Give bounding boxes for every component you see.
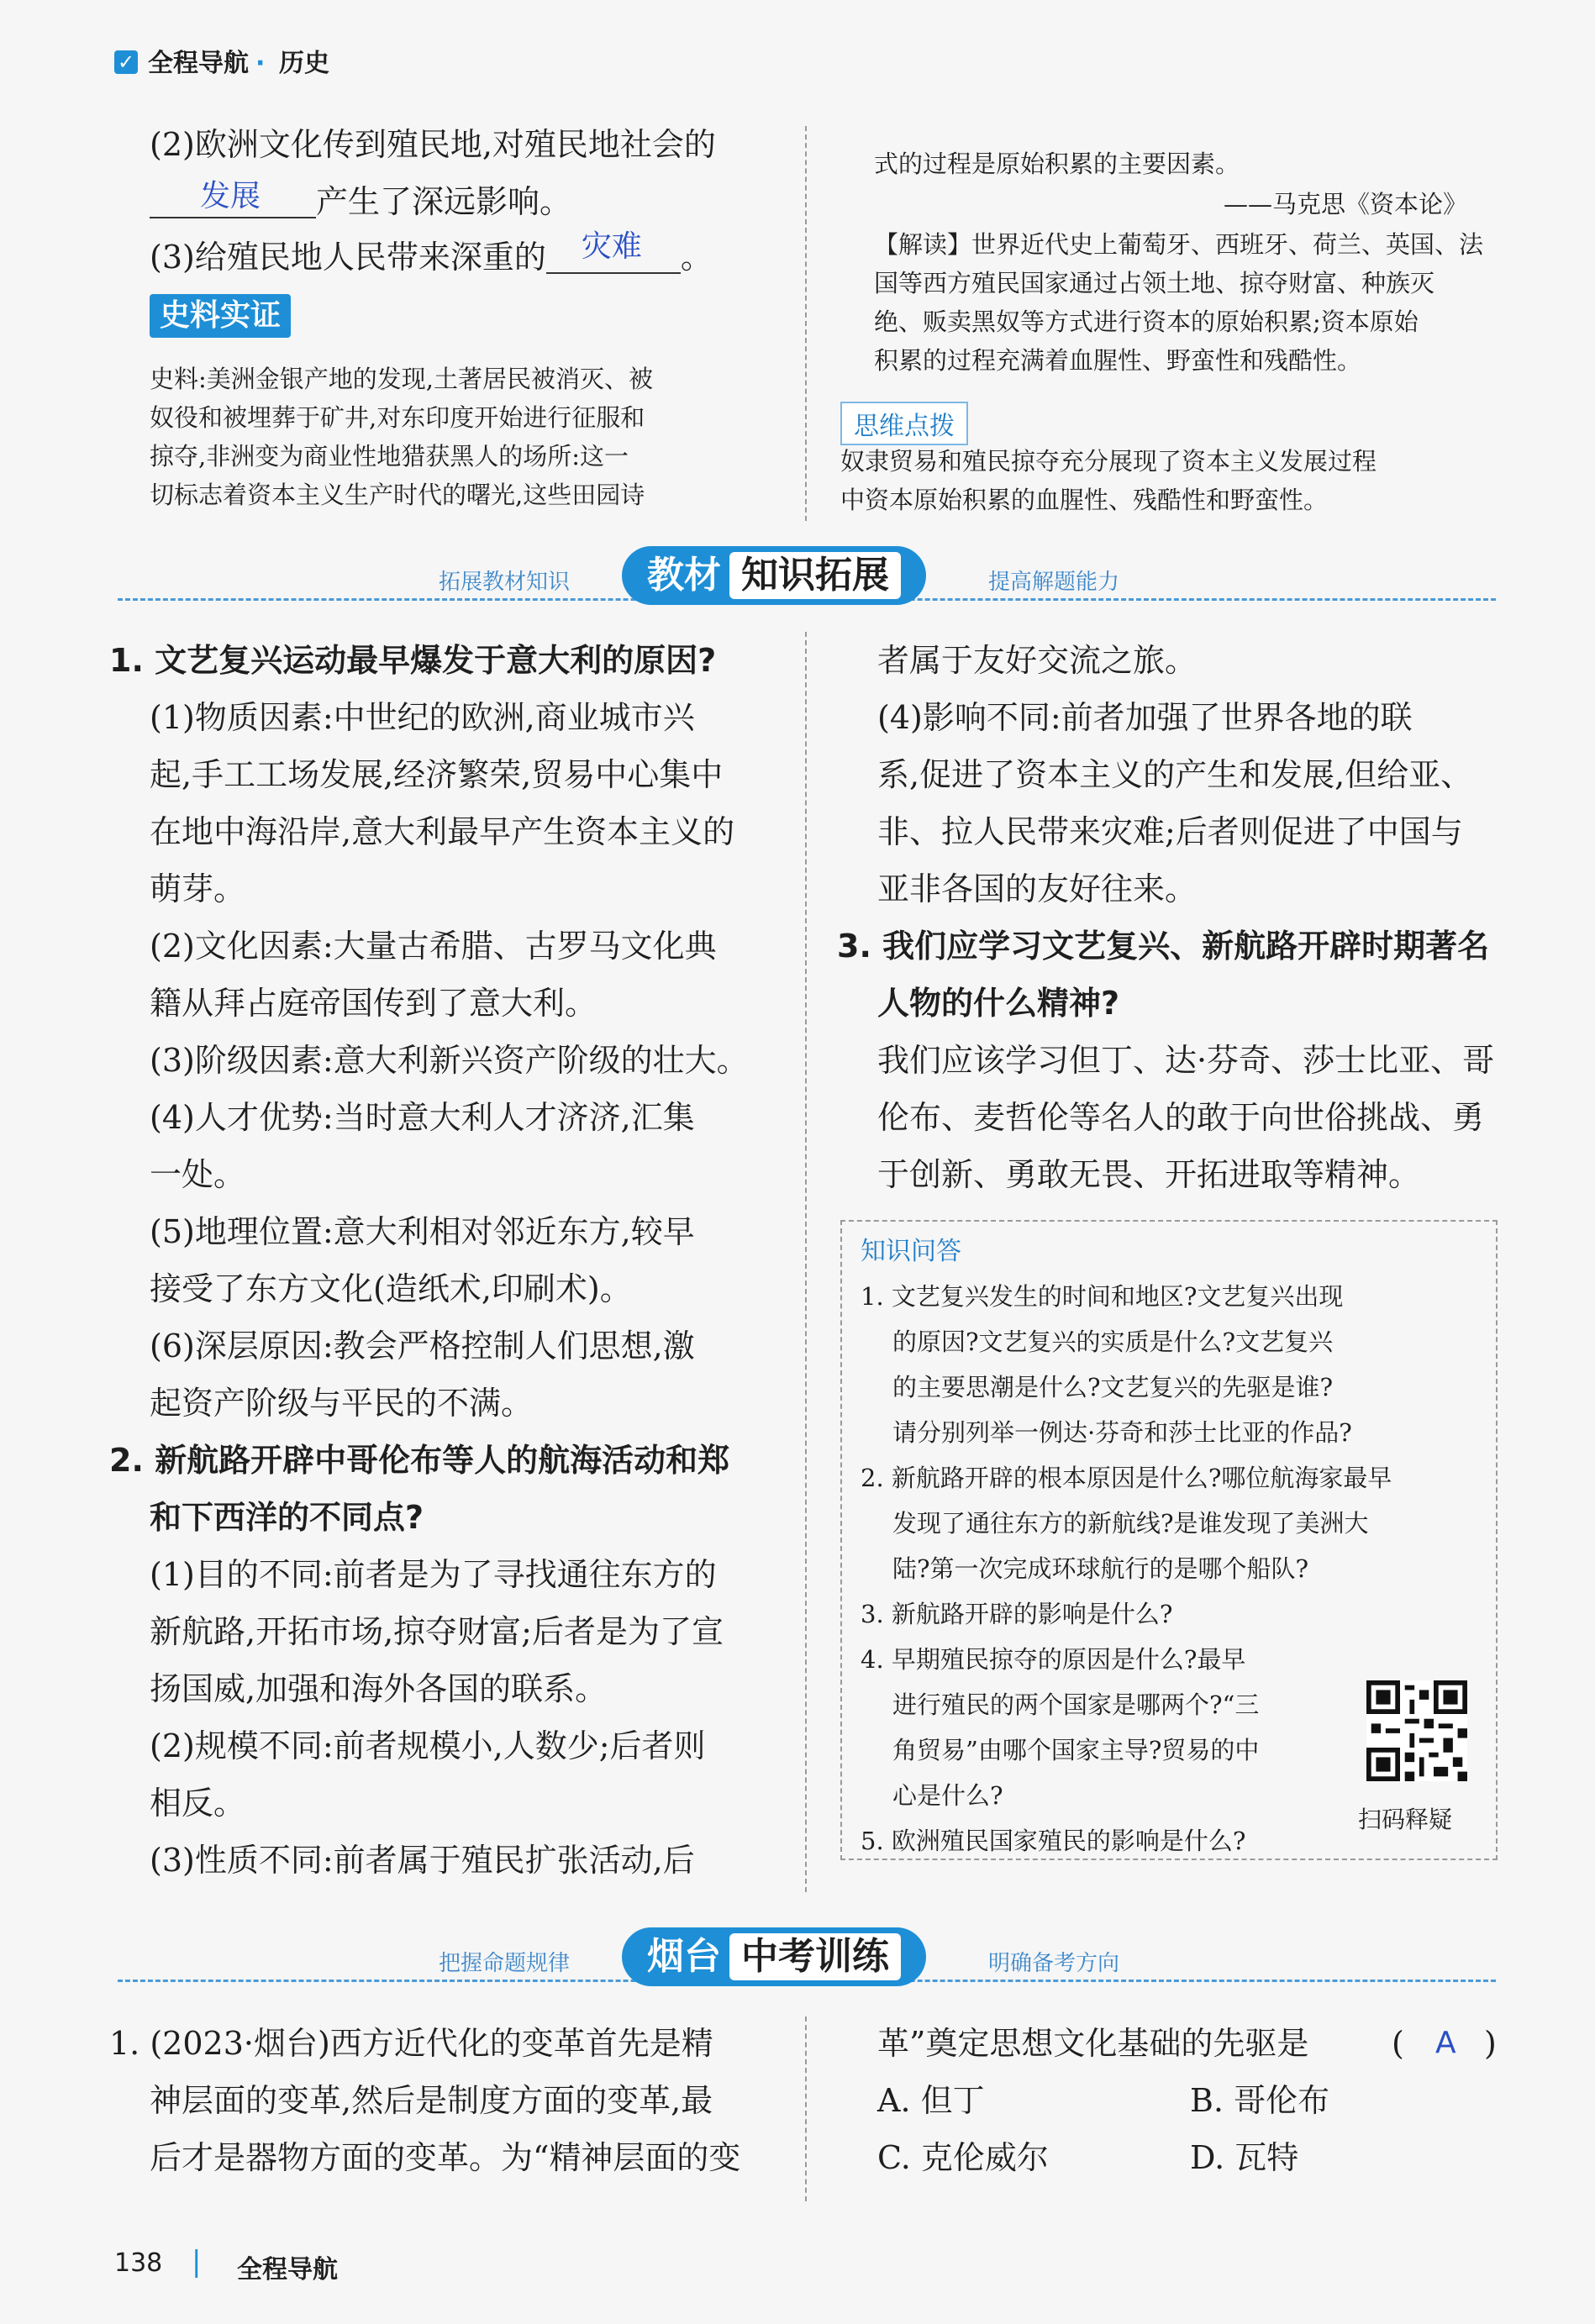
qa-line: 请分别列举一例达·芬奇和莎士比亚的作品? — [892, 1418, 1352, 1447]
thinking-text — [840, 442, 1513, 519]
q3-line — [150, 229, 713, 286]
column-divider-bottom — [805, 2016, 807, 2201]
column-divider-mid — [805, 632, 807, 1892]
quote-source: ——马克思《资本论》 — [1224, 190, 1468, 218]
mid-left-line: 和下西洋的不同点? — [150, 1499, 424, 1536]
mid-left-line: (4)人才优势:当时意大利人才济济,汇集 — [150, 1099, 695, 1136]
qa-line: 发现了通往东方的新航线?是谁发现了美洲大 — [892, 1509, 1369, 1538]
q2-line1: (2)欧洲文化传到殖民地,对殖民地社会的 — [150, 126, 716, 163]
source-line: 切标志着资本主义生产时代的曙光,这些田园诗 — [150, 481, 645, 509]
banner2-left-sub: 把握命题规律 — [439, 1951, 571, 1976]
footer-separator: | — [192, 2245, 202, 2279]
exam-question — [109, 2015, 782, 2186]
option-c: C. 克伦威尔 — [877, 2139, 1049, 2176]
thinking-tag — [840, 402, 968, 445]
qa-line: 心是什么? — [892, 1781, 1003, 1810]
mid-left-line: 相反。 — [150, 1785, 246, 1822]
q3-answer: 灾难 — [581, 229, 642, 264]
banner1-title-b: 知识拓展 — [729, 552, 901, 599]
mid-left-line: 起资产阶级与平民的不满。 — [150, 1385, 534, 1422]
interpret-line: 【解读】世界近代史上葡萄牙、西班牙、荷兰、英国、法 — [874, 230, 1484, 259]
mid-right-line: 者属于友好交流之旅。 — [877, 642, 1198, 679]
quote-line: 式的过程是原始积累的主要因素。 — [874, 150, 1240, 178]
thinking-line: 奴隶贸易和殖民掠夺充分展现了资本主义发展过程 — [840, 447, 1377, 476]
qa-line: 陆?第一次完成环球航行的是哪个船队? — [892, 1554, 1309, 1583]
page-header — [114, 45, 619, 82]
mid-right-line: 亚非各国的友好往来。 — [877, 870, 1198, 907]
mid-left-line: 接受了东方文化(造纸术,印刷术)。 — [150, 1270, 632, 1307]
mid-left-line: 2. 新航路开辟中哥伦布等人的航海活动和郑 — [109, 1442, 730, 1479]
qa-line: 2. 新航路开辟的根本原因是什么?哪位航海家最早 — [861, 1464, 1392, 1492]
exam-line: 后才是器物方面的变革。为“精神层面的变 — [150, 2139, 741, 2176]
mid-left-line: 扬国威,加强和海外各国的联系。 — [150, 1670, 608, 1707]
option-d: D. 瓦特 — [1190, 2139, 1299, 2176]
banner1-left-sub: 拓展教材知识 — [439, 570, 571, 595]
interpret-line: 国等西方殖民国家通过占领土地、掠夺财富、种族灭 — [874, 269, 1435, 297]
mid-left-line: (2)规模不同:前者规模小,人数少;后者则 — [150, 1727, 706, 1764]
interpret-line: 绝、贩卖黑奴等方式进行资本的原始积累;资本原始 — [874, 308, 1419, 336]
mid-right-line: 3. 我们应学习文艺复兴、新航路开辟时期著名 — [837, 928, 1490, 965]
mid-right-line: 人物的什么精神? — [877, 985, 1120, 1022]
qr-caption: 扫码释疑 — [1358, 1806, 1453, 1833]
thinking-tag-label: 思维点拨 — [854, 412, 955, 441]
banner2-title-b: 中考训练 — [729, 1933, 901, 1980]
banner1-title-a: 教材 — [647, 554, 721, 597]
qa-title: 知识问答 — [861, 1237, 961, 1266]
answer-close: ) — [1484, 2025, 1497, 2062]
exam-continuation — [877, 2015, 1499, 2072]
check-square-icon: ✓ — [114, 50, 138, 74]
q2-answer-blank — [150, 176, 316, 218]
header-subject: 历史 — [279, 49, 329, 78]
qa-line: 5. 欧洲殖民国家殖民的影响是什么? — [861, 1827, 1246, 1855]
q2-line2 — [150, 173, 571, 230]
section-tag-label: 史料实证 — [160, 298, 282, 333]
answer-open: ( — [1392, 2025, 1404, 2062]
banner2-right-sub: 明确备考方向 — [988, 1951, 1120, 1976]
q3-text: (3)给殖民地人民带来深重的 — [150, 239, 546, 276]
mid-left-line: 一处。 — [150, 1156, 246, 1193]
mid-right-column — [837, 632, 1509, 1203]
option-a: A. 但丁 — [877, 2082, 985, 2119]
mid-right-line: 非、拉人民带来灾难;后者则促进了中国与 — [877, 813, 1463, 850]
exam-line: 神层面的变革,然后是制度方面的变革,最 — [150, 2082, 713, 2119]
mid-left-line: (3)性质不同:前者属于殖民扩张活动,后 — [150, 1842, 695, 1879]
qa-line: 的原因?文艺复兴的实质是什么?文艺复兴 — [892, 1328, 1334, 1356]
header-title: 全程导航 — [148, 49, 249, 78]
qa-line: 1. 文艺复兴发生的时间和地区?文艺复兴出现 — [861, 1282, 1344, 1311]
banner1-title — [622, 546, 926, 605]
qa-line: 角贸易”由哪个国家主导?贸易的中 — [892, 1736, 1260, 1764]
banner2-title — [622, 1927, 926, 1986]
source-text — [150, 360, 771, 514]
mid-left-line: (1)目的不同:前者是为了寻找通往东方的 — [150, 1556, 717, 1593]
qr-code-icon[interactable] — [1366, 1680, 1467, 1781]
source-line: 掠夺,非洲变为商业性地猎获黑人的场所:这一 — [150, 442, 629, 471]
qa-line: 3. 新航路开辟的影响是什么? — [861, 1600, 1173, 1628]
exam-line: 1. (2023·烟台)西方近代化的变革首先是精 — [109, 2025, 713, 2062]
mid-left-line: (6)深层原因:教会严格控制人们思想,激 — [150, 1328, 695, 1364]
q3-answer-blank — [546, 229, 681, 274]
mid-left-line: 新航路,开拓市场,掠夺财富;后者是为了宣 — [150, 1613, 724, 1650]
mid-left-line: 1. 文艺复兴运动最早爆发于意大利的原因? — [109, 642, 717, 679]
mid-left-line: 在地中海沿岸,意大利最早产生资本主义的 — [150, 813, 735, 850]
q2-tail: 产生了深远影响。 — [316, 183, 572, 220]
exam-answer: A — [1435, 2026, 1456, 2060]
header-dot: · — [255, 49, 266, 78]
interpret-line: 积累的过程充满着血腥性、野蛮性和残酷性。 — [874, 346, 1362, 375]
mid-left-line: (5)地理位置:意大利相对邻近东方,较早 — [150, 1213, 695, 1250]
mid-left-line: 籍从拜占庭帝国传到了意大利。 — [150, 985, 597, 1022]
column-divider-top — [805, 126, 807, 521]
page-number: 138 — [114, 2248, 163, 2278]
q3-tail: 。 — [680, 239, 713, 276]
option-b: B. 哥伦布 — [1190, 2082, 1330, 2119]
mid-left-line: (3)阶级因素:意大利新兴资产阶级的壮大。 — [150, 1042, 749, 1079]
mid-right-line: 于创新、勇敢无畏、开拓进取等精神。 — [877, 1156, 1421, 1193]
mid-right-line: 伦布、麦哲伦等名人的敢于向世俗挑战、勇 — [877, 1099, 1485, 1136]
qa-line: 4. 早期殖民掠夺的原因是什么?最早 — [861, 1645, 1246, 1674]
knowledge-qa-box — [840, 1220, 1498, 1860]
exam-cont-text: 革”奠定思想文化基础的先驱是 — [877, 2025, 1309, 2062]
thinking-line: 中资本原始积累的血腥性、残酷性和野蛮性。 — [840, 486, 1329, 514]
source-line: 奴役和被埋葬于矿井,对东印度开始进行征服和 — [150, 403, 645, 432]
banner1-right-sub: 提高解题能力 — [988, 570, 1120, 595]
mid-right-line: 系,促进了资本主义的产生和发展,但给亚、 — [877, 756, 1473, 793]
interpretation — [874, 225, 1513, 380]
footer-book: 全程导航 — [237, 2255, 338, 2285]
mid-left-line: 萌芽。 — [150, 870, 246, 907]
mid-left-line: 起,手工工场发展,经济繁荣,贸易中心集中 — [150, 756, 724, 793]
banner2-title-a: 烟台 — [647, 1935, 721, 1978]
mid-left-line: (1)物质因素:中世纪的欧洲,商业城市兴 — [150, 699, 695, 736]
section-tag-source — [150, 294, 291, 338]
qa-line: 的主要思潮是什么?文艺复兴的先驱是谁? — [892, 1373, 1334, 1401]
mid-left-line: (2)文化因素:大量古希腊、古罗马文化典 — [150, 928, 717, 965]
qa-line: 进行殖民的两个国家是哪两个?“三 — [892, 1690, 1260, 1719]
q2-answer: 发展 — [200, 179, 261, 213]
mid-right-line: (4)影响不同:前者加强了世界各地的联 — [877, 699, 1413, 736]
mid-left-column — [109, 632, 782, 1889]
mid-right-line: 我们应该学习但丁、达·芬奇、莎士比亚、哥 — [877, 1042, 1495, 1079]
source-line: 史料:美洲金银产地的发现,土著居民被消灭、被 — [150, 365, 653, 393]
